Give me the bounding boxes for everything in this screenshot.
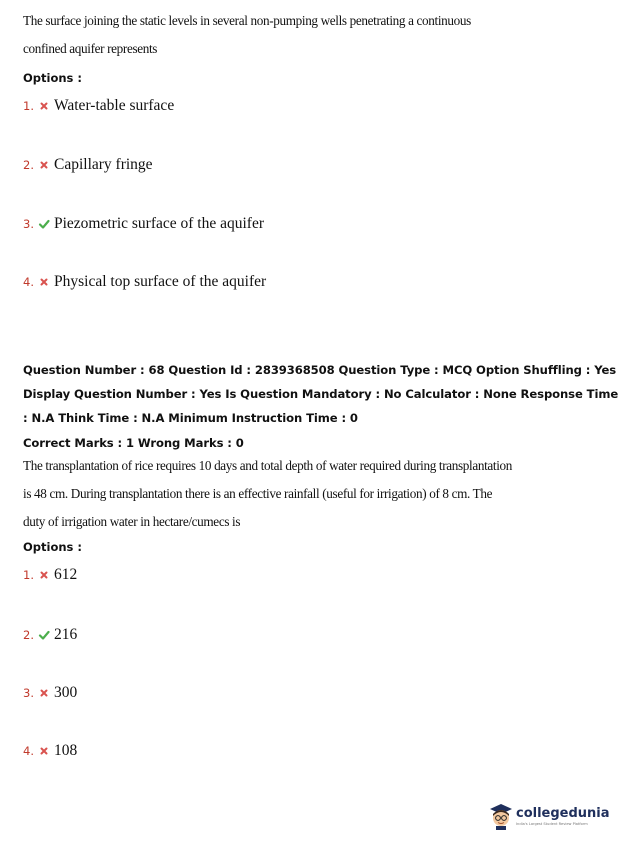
option-text: 300 xyxy=(53,684,78,701)
option-number: 3. xyxy=(23,217,34,231)
option-item-correct xyxy=(23,626,77,644)
option-number: 2. xyxy=(23,158,34,172)
collegedunia-logo xyxy=(488,800,610,834)
options-label: Options : xyxy=(23,540,82,554)
option-item xyxy=(23,566,77,584)
cross-icon xyxy=(38,569,50,581)
option-item xyxy=(23,273,266,291)
option-text: Piezometric surface of the aquifer xyxy=(53,215,264,232)
option-text: 108 xyxy=(53,742,78,759)
option-text: Physical top surface of the aquifer xyxy=(53,273,267,290)
option-number: 4. xyxy=(23,744,34,758)
option-number: 1. xyxy=(23,99,34,113)
question-67-text-line-2: confined aquifer represents xyxy=(23,41,158,56)
option-text: 612 xyxy=(53,566,78,583)
option-number: 2. xyxy=(23,628,34,642)
cross-icon xyxy=(38,745,50,757)
question-68-text-line-3: duty of irrigation water in hectare/cumecs is xyxy=(23,514,241,529)
cross-icon xyxy=(38,687,50,699)
student-mascot-icon xyxy=(488,802,514,830)
option-item xyxy=(23,156,153,174)
option-text: Capillary fringe xyxy=(53,156,153,173)
checkmark-icon xyxy=(38,218,50,230)
option-item xyxy=(23,97,174,115)
option-text: Water-table surface xyxy=(53,97,175,114)
options-label: Options : xyxy=(23,71,82,85)
question-68-text-line-2: is 48 cm. During transplantation there is an effective rainfall (useful for irrigation) of 8 cm. The xyxy=(23,486,493,501)
question-68-meta-line-3: : N.A Think Time : N.A Minimum Instruction Time : 0 xyxy=(23,411,358,425)
question-68-text-line-1: The transplantation of rice requires 10 days and total depth of water required during transplantation xyxy=(23,458,513,473)
cross-icon xyxy=(38,276,50,288)
question-68-meta-line-1: Question Number : 68 Question Id : 2839368508 Question Type : MCQ Option Shuffling : Yes xyxy=(23,363,617,377)
option-item xyxy=(23,684,77,702)
cross-icon xyxy=(38,100,50,112)
question-67-text-line-1: The surface joining the static levels in several non-pumping wells penetrating a continuous xyxy=(23,13,471,28)
option-number: 4. xyxy=(23,275,34,289)
option-text: 216 xyxy=(53,626,78,643)
logo-tagline: India's Largest Student Review Platform xyxy=(516,822,588,826)
option-number: 1. xyxy=(23,568,34,582)
checkmark-icon xyxy=(38,629,50,641)
cross-icon xyxy=(38,159,50,171)
question-68-marks: Correct Marks : 1 Wrong Marks : 0 xyxy=(23,436,244,450)
logo-wordmark: collegedunia xyxy=(516,806,610,821)
option-number: 3. xyxy=(23,686,34,700)
option-item xyxy=(23,742,77,760)
question-68-meta-line-2: Display Question Number : Yes Is Question Mandatory : No Calculator : None Response Time xyxy=(23,387,618,401)
option-item-correct xyxy=(23,215,264,233)
